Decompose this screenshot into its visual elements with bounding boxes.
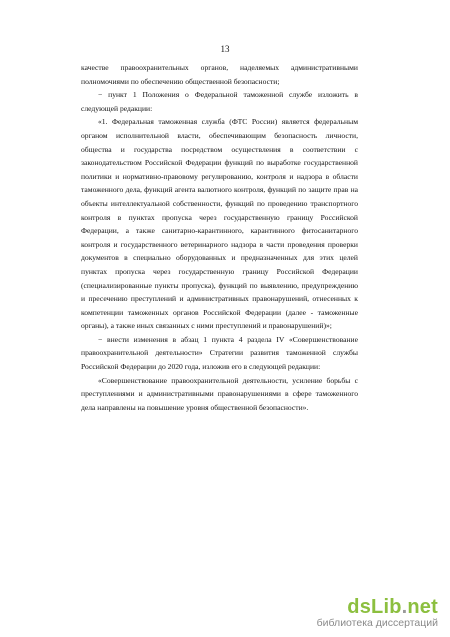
paragraph: − пункт 1 Положения о Федеральной таможенной службе изложить в следующей редакции: [81,90,358,113]
watermark-logo-main: dsLib [347,596,402,618]
watermark-logo-tld: net [407,596,438,618]
watermark-logo-dot: . [401,596,408,618]
paragraph: «Совершенствование правоохранительной деятельности, усиление борьбы с преступлениями и административными правонарушениями в сфере таможенного дела направлены на повышение уровня общественной безопасности». [81,375,358,412]
paragraph: «1. Федеральная таможенная служба (ФТС России) является федеральным органом исполнительной власти, обеспечивающим безопасность личности, общества и государства посредством осуществления в соответствии с законодательством Российской Федерации функций по выработке государственной политики и нормативно-правовому регулированию, контроля и надзора в области таможенного дела, функций агента валютного контроля, функций по защите прав на объекты интеллектуальной собственности, функций по проведению транспортного контроля в пунктах пропуска через государственную границу Российской Федерации, а также санитарно-карантинного, карантинного фитосанитарного контроля и государственного ветеринарного надзора в части проведения проверки документов в специально оборудованных и предназначенных для этих целей пунктах пропуска через государственную границу Российской Федерации (специализированные пункты пропуска), функций по выявлению, предупреждению и пресечению преступлений и административных правонарушений, отнесенных к компетенции таможенных органов Российской Федерации (далее - таможенные органы), а также иных связанных с ними преступлений и правонарушений)»; [81,117,358,331]
watermark-subtitle: библиотека диссертаций [316,617,438,629]
watermark [317,596,438,629]
page-number: 13 [220,44,230,54]
document-body [81,61,358,414]
paragraph: − внести изменения в абзац 1 пункта 4 раздела IV «Совершенствование правоохранительной деятельности» Стратегии развития таможенной службы Российской Федерации до 2020 года, изложив его в следующей редакции: [81,334,358,372]
paragraph: качестве правоохранительных органов, наделяемых административными полномочиями по обеспечению общественной безопасности; [81,63,358,86]
watermark-logo [317,596,438,619]
